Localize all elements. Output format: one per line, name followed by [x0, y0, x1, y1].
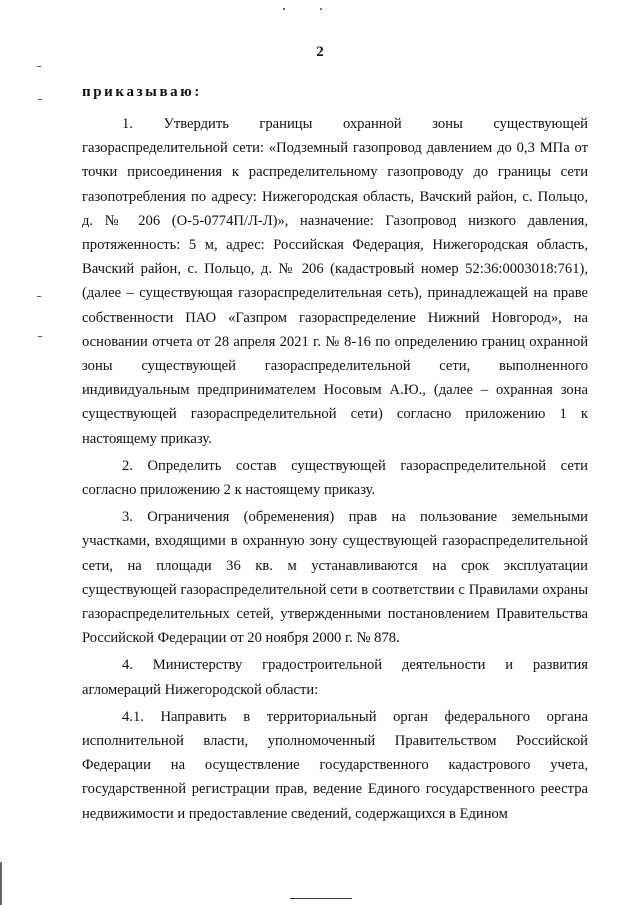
paragraph-3: 3. Ограничения (обременения) прав на пользование земельными участками, входящими в охранную зону существующей газораспределительной сети, на площади 36 кв. м устанавливаются на срок эксплуатации существующей газораспределительной сети в соответствии с Правилами охраны газораспределительных сетей, утвержденными постановлением Правительства Российской Федерации от 20 ноября 2000 г. № 878. — [82, 509, 588, 647]
paragraph-1: 1. Утвердить границы охранной зоны существующей газораспределительной сети: «Подземный газопровод давлением до 0,3 МПа от точки присоединения к распределительному газопроводу до границы сети газопотребления по адресу: Нижегородская область, Вачский район, с. Польцо, д. № 206 (О-5-0774П/Л-Л)», назначение: Газопровод низкого давления, протяженность: 5 м, адрес: Российская Федерация, Нижегородская область, Вачский район, с. Польцо, д. № 206 (кадастровый номер 52:36:0003018:761), (далее – существующая газораспределительная сеть), принадлежащей на праве собственности ПАО «Газпром газораспределение Нижний Новгород», на основании отчета от 28 апреля 2021 г. № 8-16 по определению границ охранной зоны существующей газораспределительной сети, выполненного индивидуальным предпринимателем Носовым А.Ю., (далее – охранная зона существующей газораспределительной сети) согласно приложению 1 к настоящему приказу. — [82, 116, 588, 447]
margin-mark — [37, 296, 41, 297]
margin-mark — [38, 336, 42, 337]
margin-mark — [38, 99, 42, 100]
paragraph-4: 4. Министерству градостроительной деятельности и развития агломераций Нижегородской области: — [82, 657, 588, 698]
order-heading: приказываю: — [82, 84, 202, 100]
margin-mark — [37, 66, 41, 67]
paragraph-4-1: 4.1. Направить в территориальный орган федерального органа исполнительной власти, уполномоченный Правительством Российской Федерации на осуществление государственного кадастрового учета, государственной регистрации прав, ведение Единого государственного реестра недвижимости и предоставление сведений, содержащихся в Едином — [82, 708, 588, 822]
top-dot — [320, 8, 322, 10]
paragraph-2: 2. Определить состав существующей газораспределительной сети согласно приложению 2 к настоящему приказу. — [82, 457, 588, 499]
scan-bottom-line — [290, 898, 352, 899]
scan-edge — [0, 862, 2, 905]
page-number: 2 — [316, 44, 324, 60]
top-dot — [283, 8, 285, 10]
document-body — [82, 112, 588, 829]
